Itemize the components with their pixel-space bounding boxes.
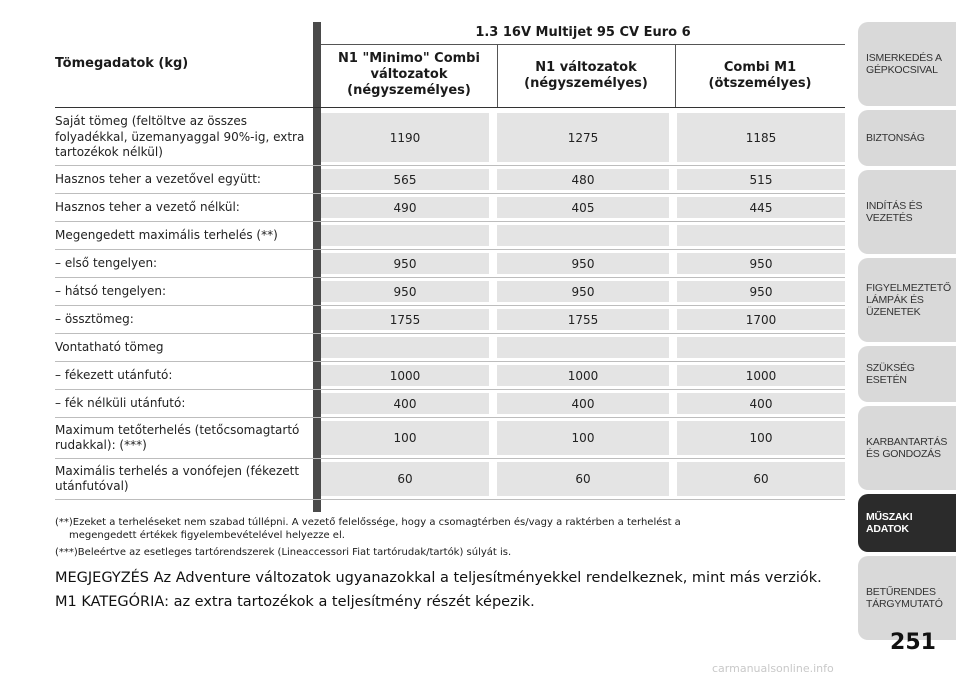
- cell-value: [321, 337, 489, 358]
- header-rule: [55, 107, 845, 108]
- column-header-n1: N1 változatok (négyszemélyes): [524, 60, 648, 91]
- cell-value: [677, 225, 845, 246]
- row-label: Megengedett maximális terhelés (**): [55, 227, 278, 242]
- cell-value: 1000: [497, 365, 669, 386]
- table-row: [55, 278, 845, 306]
- footnote-text: (**)Ezeket a terheléseket nem szabad túllépni. A vezető felelőssége, hogy a csomagtérben és/vagy a raktérben a terhelést a: [55, 517, 681, 528]
- row-label: Hasznos teher a vezetővel együtt:: [55, 171, 261, 186]
- row-label: Maximum tetőterhelés (tetőcsomagtartó rudakkal): (***): [55, 422, 300, 452]
- cell-value: 60: [321, 462, 489, 496]
- tab-muszaki-adatok[interactable]: MŰSZAKI ADATOK: [858, 494, 956, 552]
- cell-value: 490: [321, 197, 489, 218]
- table-row: [55, 222, 845, 250]
- table-row: [55, 390, 845, 418]
- footnote-text: megengedett értékek figyelembevételével helyezze el.: [69, 530, 345, 541]
- row-label: – össztömeg:: [55, 311, 134, 326]
- cell-value: 400: [321, 393, 489, 414]
- cell-value: 100: [677, 421, 845, 455]
- cell-value: 400: [677, 393, 845, 414]
- table-row-header: Tömegadatok (kg): [55, 56, 189, 71]
- cell-value: 445: [677, 197, 845, 218]
- column-header-combi-m1: Combi M1 (ötszemélyes): [708, 60, 812, 91]
- cell-value: [497, 337, 669, 358]
- cell-value: 1000: [321, 365, 489, 386]
- footnote: (***)Beleértve az esetleges tartórendszerek (Lineaccessori Fiat tartórudak/tartók) súlyát is.: [55, 547, 512, 558]
- tab-karbantartas[interactable]: KARBANTARTÁS ÉS GONDOZÁS: [858, 406, 956, 490]
- cell-value: 1185: [677, 113, 845, 162]
- table-row: [55, 250, 845, 278]
- note-m1-category: M1 KATEGÓRIA: az extra tartozékok a teljesítmény részét képezik.: [55, 594, 535, 610]
- row-label: Maximális terhelés a vonófejen (fékezett utánfutóval): [55, 463, 300, 493]
- row-label: – fék nélküli utánfutó:: [55, 395, 186, 410]
- engine-header: 1.3 16V Multijet 95 CV Euro 6: [321, 22, 845, 45]
- cell-value: 400: [497, 393, 669, 414]
- cell-value: 100: [497, 421, 669, 455]
- table-row: [55, 110, 845, 166]
- watermark: carmanualsonline.info: [712, 662, 834, 675]
- cell-value: 950: [677, 253, 845, 274]
- cell-value: 515: [677, 169, 845, 190]
- cell-value: 1755: [321, 309, 489, 330]
- table-row: [55, 194, 845, 222]
- cell-value: 1275: [497, 113, 669, 162]
- row-label: – első tengelyen:: [55, 255, 158, 270]
- table-body: [55, 110, 845, 500]
- note-adventure: MEGJEGYZÉS Az Adventure változatok ugyanazokkal a teljesítményekkel rendelkeznek, mint más verziók.: [55, 570, 822, 586]
- table-row: [55, 334, 845, 362]
- table-row: [55, 362, 845, 390]
- tab-ismerkedes[interactable]: ISMERKEDÉS A GÉPKOCSIVAL: [858, 22, 956, 106]
- cell-value: 60: [497, 462, 669, 496]
- cell-value: [497, 225, 669, 246]
- row-label: – hátsó tengelyen:: [55, 283, 167, 298]
- cell-value: 1700: [677, 309, 845, 330]
- row-label: – fékezett utánfutó:: [55, 367, 173, 382]
- tab-inditas[interactable]: INDÍTÁS ÉS VEZETÉS: [858, 170, 956, 254]
- row-label: Saját tömeg (feltöltve az összes folyadékkal, üzemanyaggal 90%-ig, extra tartozékok nélkül): [55, 114, 305, 160]
- cell-value: 950: [677, 281, 845, 302]
- cell-value: 950: [321, 253, 489, 274]
- cell-value: 1755: [497, 309, 669, 330]
- cell-value: 1000: [677, 365, 845, 386]
- footnotes: [55, 516, 845, 563]
- row-label: Hasznos teher a vezető nélkül:: [55, 199, 240, 214]
- tab-targymutato[interactable]: BETŰRENDES TÁRGYMUTATÓ: [858, 556, 956, 640]
- cell-value: [321, 225, 489, 246]
- cell-value: 1190: [321, 113, 489, 162]
- footnote: [55, 516, 845, 542]
- row-label: Vontatható tömeg: [55, 339, 164, 354]
- tab-figyelmezteto[interactable]: FIGYELMEZTETŐ LÁMPÁK ÉS ÜZENETEK: [858, 258, 956, 342]
- cell-value: 950: [321, 281, 489, 302]
- cell-value: [677, 337, 845, 358]
- table-row: [55, 166, 845, 194]
- cell-value: 100: [321, 421, 489, 455]
- table-row: [55, 459, 845, 500]
- cell-value: 950: [497, 253, 669, 274]
- tab-szukseg[interactable]: SZÜKSÉG ESETÉN: [858, 346, 956, 402]
- page-number: 251: [890, 630, 936, 655]
- column-headers: [321, 45, 845, 107]
- cell-value: 405: [497, 197, 669, 218]
- cell-value: 565: [321, 169, 489, 190]
- cell-value: 950: [497, 281, 669, 302]
- table-row: [55, 418, 845, 459]
- tab-biztonsag[interactable]: BIZTONSÁG: [858, 110, 956, 166]
- column-header-n1-minimo: N1 "Minimo" Combi változatok (négyszemélyes): [338, 51, 480, 98]
- cell-value: 480: [497, 169, 669, 190]
- table-row: [55, 306, 845, 334]
- cell-value: 60: [677, 462, 845, 496]
